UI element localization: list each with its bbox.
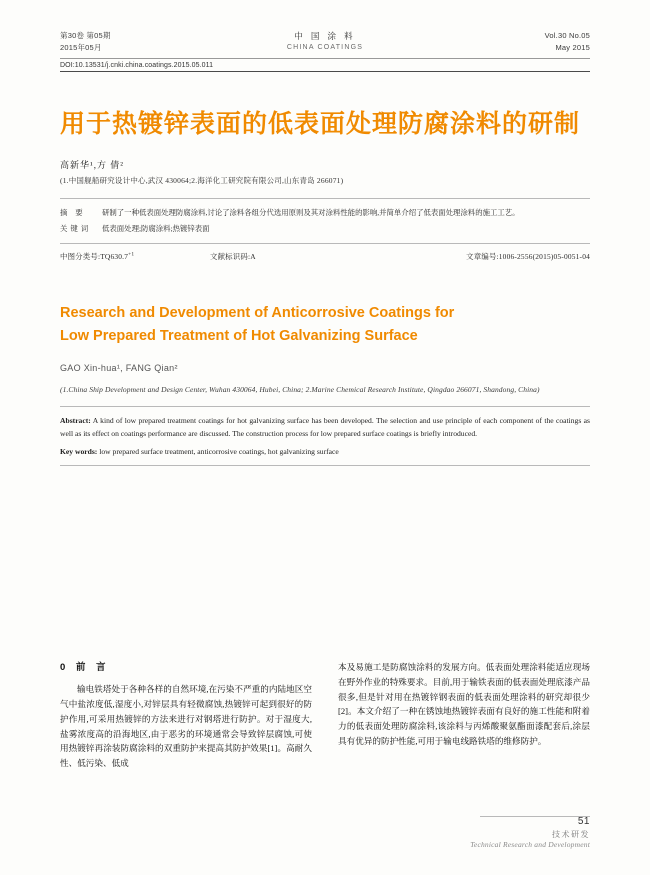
body-column-right (338, 660, 590, 771)
abstract-en-divider (60, 465, 590, 466)
abstract-cn-label: 摘 要 (60, 207, 86, 217)
authors-en: GAO Xin-hua¹, FANG Qian² (60, 363, 178, 374)
journal-name-en: CHINA COATINGS (286, 44, 364, 52)
keywords-cn-label: 关键词 (60, 224, 92, 234)
clc-number-text: 中图分类号:TQ630.7 (60, 252, 129, 262)
journal-vol-en: Vol.30 No.05 (544, 31, 590, 40)
classification-row (60, 251, 590, 262)
footer-label-cn: 技术研发 (552, 830, 590, 839)
title-en-line1: Research and Development of Anticorrosive Coatings for (60, 305, 455, 322)
journal-volume-block (60, 30, 200, 53)
keywords-en-text: low prepared surface treatment, anticorrosive coatings, hot galvanizing surface (99, 446, 339, 456)
journal-name-block (200, 30, 450, 54)
keywords-cn-row (60, 222, 590, 236)
journal-date-cn: 2015年05月 (60, 42, 102, 52)
header-thick-divider (60, 71, 590, 72)
doi-line: DOI:10.13531/j.cnki.china.coatings.2015.05.011 (60, 62, 214, 70)
body-paragraph-right: 本及易施工是防腐蚀涂料的发展方向。低表面处理涂料能适应现场在野外作业的特殊要求。目前,用于输铁表面的低表面处理底漆产品很多,但是针对用在热镀锌钢表面的低表面处理涂料的研究却很少[2]。本文介绍了一种在锈蚀地热镀锌表面有良好的施工性能和附着力的低表面处理防腐涂料,该涂料与丙烯酸聚氨酯面漆配套后,涂层具有优异的防护性能,可用于输电线路铁塔的维修防护。 (338, 662, 590, 746)
header-divider (60, 58, 590, 59)
body-paragraph-left: 输电铁塔处于各种各样的自然环境,在污染不严重的内陆地区空气中盐浓度低,湿度小,对锌层具有轻微腐蚀,热镀锌可起到很好的防护作用,可采用热镀锌的方法来进行对钢塔进行防护。对于湿度大,盐雾浓度高的沿海地区,由于恶劣的环境通常会导致锌层腐蚀,可使用热镀锌再涂装防腐涂料的双重防护来提高其防护效果[1]。高耐久性、低污染、低成 (60, 684, 312, 769)
journal-volume: 第30卷 第05期 (60, 31, 111, 40)
keywords-cn-text: 低表面处理;防腐涂料;热镀锌表面 (102, 224, 210, 234)
document-code: 文献标识码:A (210, 252, 256, 262)
keywords-en (60, 445, 590, 458)
title-en-line2: Low Prepared Treatment of Hot Galvanizing Surface (60, 327, 418, 344)
keywords-en-label: Key words: (60, 446, 98, 456)
title-en (60, 302, 590, 347)
affiliation-en: (1.China Ship Development and Design Center, Wuhan 430064, Hubei, China; 2.Marine Chemical Research Institute, Qingdao 266071, Shandong, China) (60, 385, 540, 395)
journal-date-en: May 2015 (555, 42, 590, 52)
journal-name-cn: 中 国 涂 料 (294, 31, 356, 41)
authors-cn: 高新华¹,方 倩² (60, 159, 124, 170)
article-id: 文章编号:1006-2556(2015)05-0051-04 (466, 252, 590, 262)
abstract-en-label: Abstract: (60, 416, 91, 426)
affiliation-cn: (1.中国舰船研究设计中心,武汉 430064;2.海洋化工研究院有限公司,山东青岛 266071) (60, 175, 344, 185)
journal-issue-block (450, 30, 590, 53)
section-heading-intro: 0 前 言 (60, 662, 110, 673)
footer-label-en: Technical Research and Development (470, 840, 590, 849)
page-footer (470, 816, 590, 849)
clc-number (60, 251, 210, 262)
abstract-en (60, 406, 590, 441)
paper-content (60, 30, 590, 466)
abstract-cn-block (60, 198, 590, 244)
body-columns (60, 660, 590, 771)
page-number: 51 (577, 816, 590, 827)
title-cn: 用于热镀锌表面的低表面处理防腐涂料的研制 (60, 110, 581, 139)
clc-sup: +1 (128, 251, 135, 258)
abstract-cn-row (60, 206, 590, 220)
body-column-left (60, 660, 312, 771)
journal-header (60, 30, 590, 54)
abstract-cn-text: 研制了一种低表面处理防腐涂料,讨论了涂料各组分代选用原则及其对涂料性能的影响,并简单介绍了低表面处理涂料的施工工艺。 (102, 207, 520, 217)
abstract-en-text: A kind of low prepared treatment coatings for hot galvanizing surface has been developed. The selection and use principle of each component of the coatings as well as its effect on coatings performance are discussed. The construction process for low prepared surface coatings is briefly introduced. (60, 416, 590, 439)
